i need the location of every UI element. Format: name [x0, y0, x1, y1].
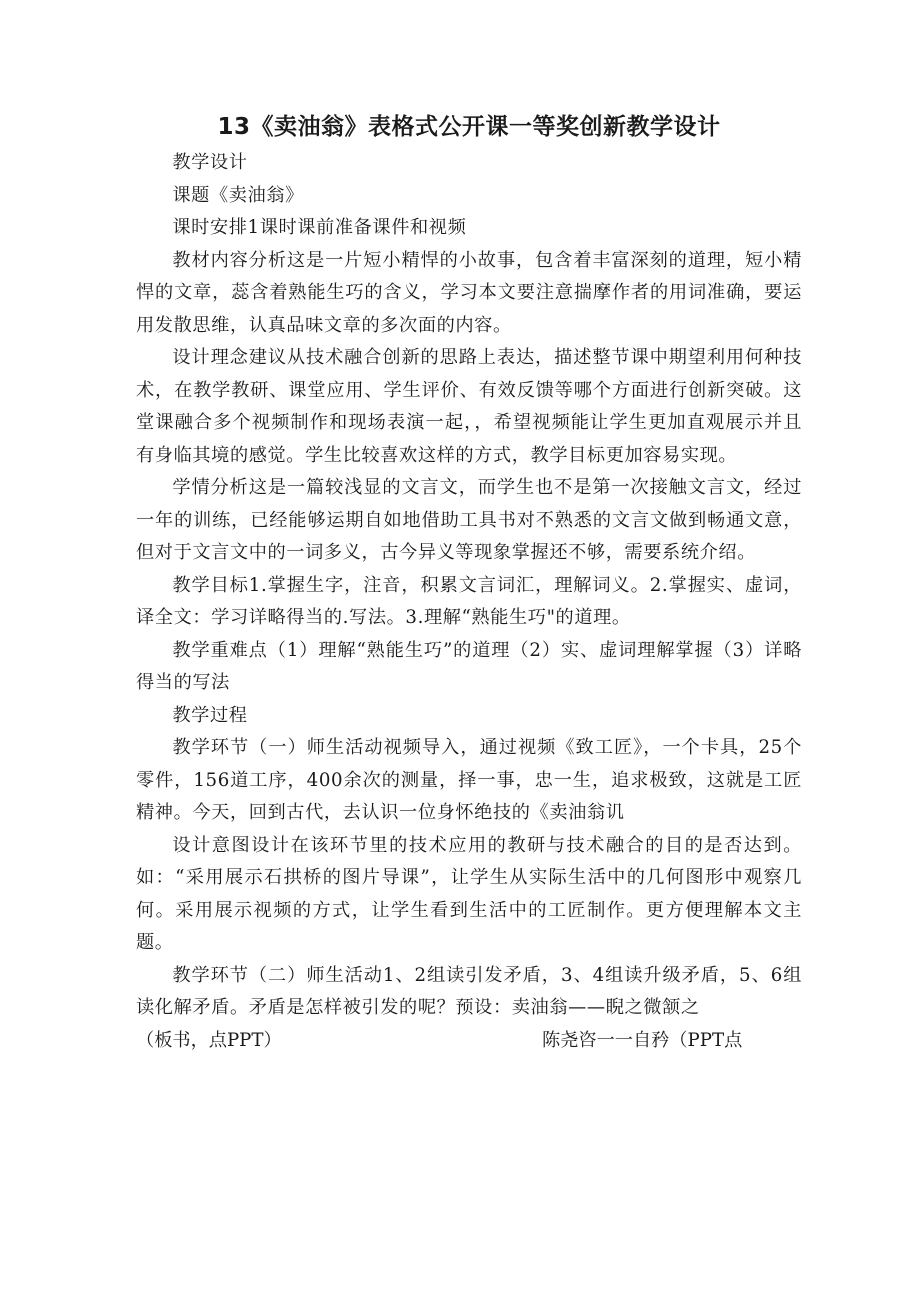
- paragraph-schedule: 课时安排1课时课前准备课件和视频: [172, 217, 467, 238]
- paragraph-teaching-goals: 教学目标1.掌握生字，注音，积累文言词汇，理解词义。2.掌握实、虚词，译全文：学习详略得当的.写法。3.理解“熟能生巧"的道理。: [136, 574, 802, 628]
- document-title: 13《卖油翁》表格式公开课一等奖创新教学设计: [217, 114, 721, 140]
- board-note-left: （板书，点PPT）: [136, 1029, 282, 1051]
- paragraph-lesson-topic: 课题《卖油翁》: [172, 184, 304, 206]
- paragraph-key-points: 教学重难点（1）理解“熟能生巧”的道理（2）实、虚词理解掌握（3）详略得当的写法: [136, 639, 802, 693]
- paragraph-step-two-continued: [136, 1025, 802, 1058]
- paragraph-teaching-process: 教学过程: [172, 704, 248, 726]
- paragraph-design-intent: 设计意图设计在该环节里的技术应用的教研与技术融合的目的是否达到。如：“采用展示石拱桥的图片导课”，让学生从实际生活中的几何图形中观察几何。采用展示视频的方式，让学生看到生活中的工匠制作。更方便理解本文主题。: [136, 834, 802, 953]
- paragraph-step-one: 教学环节（一）师生活动视频导入，通过视频《致工匠》，一个卡具，25个零件，156道工序，400余次的测量，择一事，忠一生，追求极致，这就是工匠精神。今天，回到古代，去认识一位身怀绝技的《卖油翁讥: [136, 737, 802, 823]
- board-note-right: 陈尧咨一一自矜（PPT点: [542, 1029, 743, 1051]
- paragraph-student-analysis: 学情分析这是一篇较浅显的文言文，而学生也不是第一次接触文言文，经过一年的训练，已经能够运期自如地借助工具书对不熟悉的文言文做到畅通文意，但对于文言文中的一词多义，古今异义等现象掌握还不够，需要系统介绍。: [136, 477, 802, 563]
- paragraph-step-two: 教学环节（二）师生活动1、2组读引发矛盾，3、4组读升级矛盾，5、6组读化解矛盾。矛盾是怎样被引发的呢？预设：卖油翁——睨之微颔之: [136, 964, 802, 1018]
- paragraph-content-analysis: 教材内容分析这是一片短小精悍的小故事，包含着丰富深刻的道理，短小精悍的文章，蕊含着熟能生巧的含义，学习本文要注意揣摩作者的用词准确，要运用发散思维，认真品味文章的多次面的内容。: [136, 249, 802, 336]
- paragraph-teaching-design: 教学设计: [172, 152, 248, 173]
- paragraph-design-concept: 设计理念建议从技术融合创新的思路上表达，描述整节课中期望利用何种技术，在教学教研、课堂应用、学生评价、有效反馈等哪个方面进行创新突破。这堂课融合多个视频制作和现场表演一起，，希望视频能让学生更加直观展示并且有身临其境的感觉。学生比较喜欢这样的方式，教学目标更加容易实现。: [136, 347, 802, 466]
